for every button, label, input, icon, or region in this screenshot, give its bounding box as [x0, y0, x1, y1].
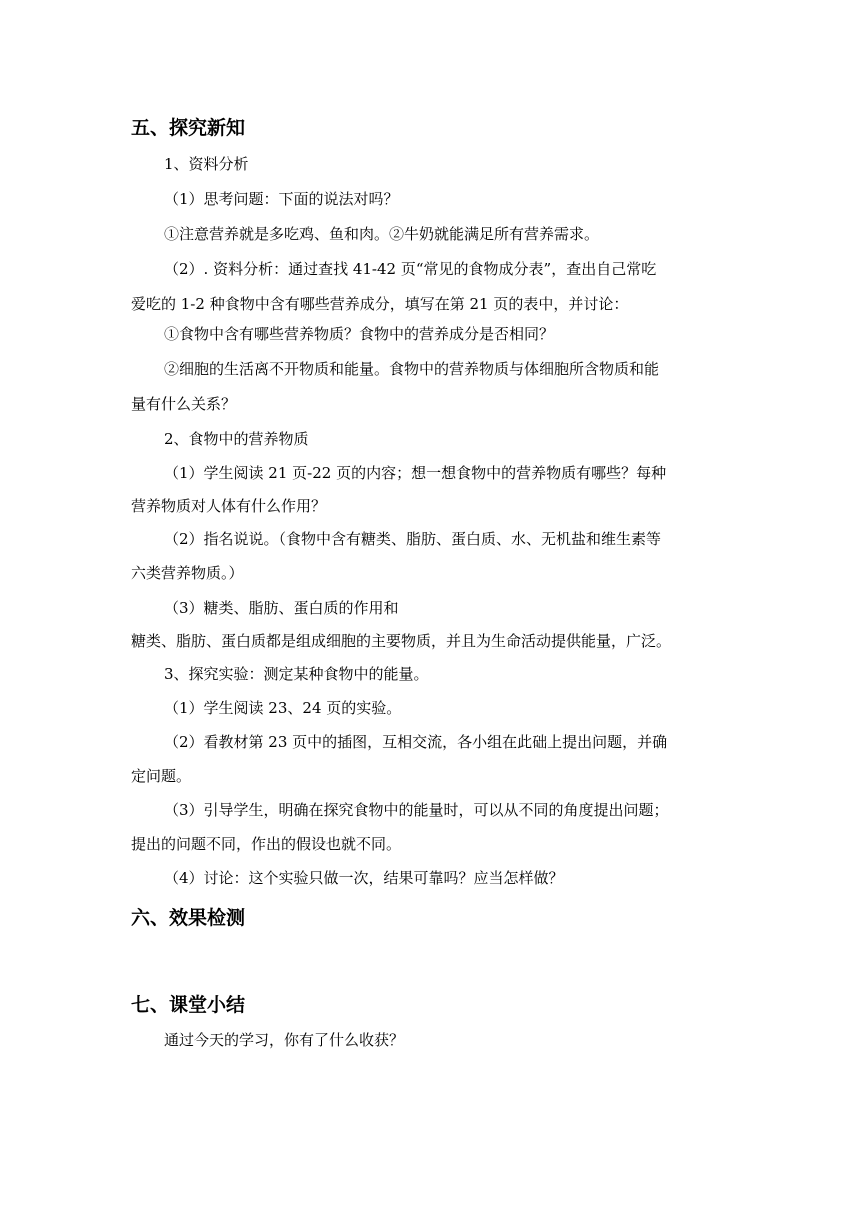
paragraph: （1）思考问题：下面的说法对吗？	[164, 190, 399, 208]
paragraph: 定问题。	[131, 767, 192, 785]
section-heading-5: 五、探究新知	[131, 117, 246, 139]
section-heading-6: 六、效果检测	[131, 907, 246, 929]
paragraph: （1）学生阅读 21 页-22 页的内容；想一想食物中的营养物质有哪些？每种	[164, 464, 667, 482]
paragraph: 量有什么关系？	[131, 395, 237, 413]
paragraph: （3）糖类、脂肪、蛋白质的作用和	[164, 599, 399, 617]
paragraph: ①食物中含有哪些营养物质？食物中的营养成分是否相同？	[164, 325, 555, 343]
paragraph: （2）指名说说。（食物中含有糖类、脂肪、蛋白质、水、无机盐和维生素等	[164, 530, 662, 548]
subsection-title-1: 1、资料分析	[164, 155, 249, 173]
paragraph: 通过今天的学习，你有了什么收获？	[164, 1031, 405, 1049]
paragraph: 糖类、脂肪、蛋白质都是组成细胞的主要物质，并且为生命活动提供能量，广泛。	[131, 632, 672, 650]
paragraph: 营养物质对人体有什么作用？	[131, 497, 327, 515]
paragraph: （2）看教材第 23 页中的插图，互相交流，各小组在此础上提出问题，并确	[164, 733, 668, 751]
paragraph: ②细胞的生活离不开物质和能量。食物中的营养物质与体细胞所含物质和能	[164, 360, 660, 378]
paragraph: （3）引导学生，明确在探究食物中的能量时，可以从不同的角度提出问题；	[164, 801, 669, 819]
subsection-title-3: 3、探究实验：测定某种食物中的能量。	[164, 665, 429, 683]
paragraph: （2）. 资料分析：通过查找 41-42 页“常见的食物成分表”，查出自己常吃	[164, 260, 657, 278]
paragraph: 爱吃的 1-2 种食物中含有哪些营养成分，填写在第 21 页的表中，并讨论：	[131, 295, 629, 313]
paragraph: 六类营养物质。）	[131, 564, 244, 582]
section-heading-7: 七、课堂小结	[131, 994, 246, 1016]
paragraph: ①注意营养就是多吃鸡、鱼和肉。②牛奶就能满足所有营养需求。	[164, 225, 600, 243]
paragraph: 提出的问题不同，作出的假设也就不同。	[131, 835, 402, 853]
paragraph: （1）学生阅读 23、24 页的实验。	[164, 699, 402, 717]
paragraph: （4）讨论：这个实验只做一次，结果可靠吗？应当怎样做？	[164, 869, 564, 887]
subsection-title-2: 2、食物中的营养物质	[164, 430, 309, 448]
